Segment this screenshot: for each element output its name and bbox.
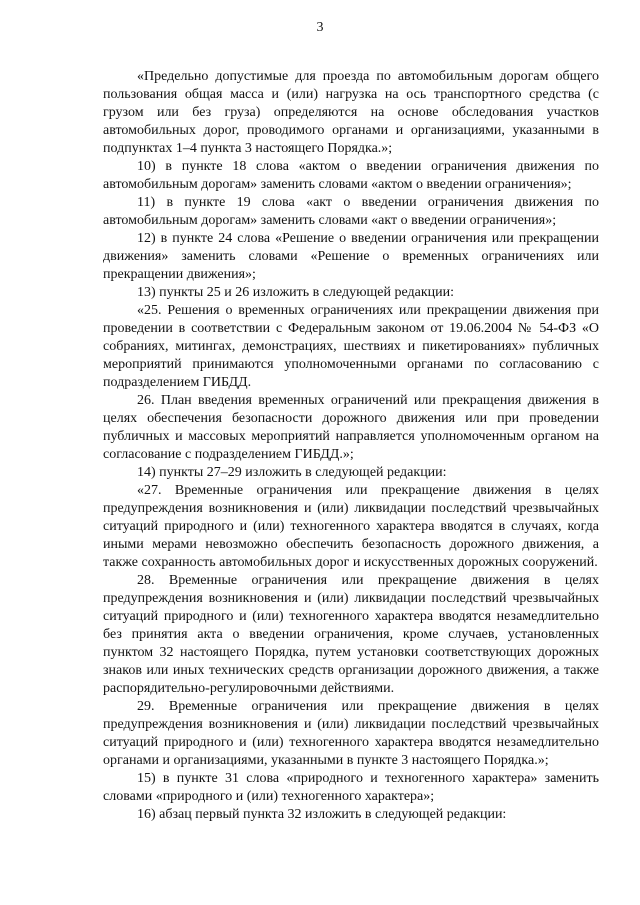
document-body [103, 68, 599, 824]
paragraph-3: 11) в пункте 19 слова «акт о введении ограничения движения по автомобильным дорогам» заменить словами «акт о введении ограничения»; [103, 195, 599, 228]
paragraph-5: 13) пункты 25 и 26 изложить в следующей редакции: [137, 285, 455, 300]
paragraph-9: «27. Временные ограничения или прекращение движения в целях предупреждения возникновения и (или) ликвидации последствий чрезвычайных ситуаций природного и (или) техногенного характера вводятся в случаях, когда иными мерами невозможно обеспечить безопасность дорожного движения, а также сохранность автомобильных дорог и искусственных дорожных сооружений. [103, 483, 599, 570]
paragraph-12: 15) в пункте 31 слова «природного и техногенного характера» заменить словами «природного и (или) техногенного характера»; [103, 771, 599, 804]
paragraph-2: 10) в пункте 18 слова «актом о введении ограничения движения по автомобильным дорогам» заменить словами «актом о введении ограничения»; [103, 159, 599, 192]
paragraph-1: «Предельно допустимые для проезда по автомобильным дорогам общего пользования общая масса и (или) нагрузка на ось транспортного средства (с грузом или без груза) определяются на основе обследования участков автомобильных дорог, проводимого органами и организациями, указанными в подпунктах 1–4 пункта 3 настоящего Порядка.»; [103, 69, 599, 156]
paragraph-7: 26. План введения временных ограничений или прекращения движения в целях обеспечения безопасности дорожного движения или при проведении публичных и массовых мероприятий направляется уполномоченным органом на согласование с подразделением ГИБДД.»; [103, 393, 599, 462]
paragraph-11: 29. Временные ограничения или прекращение движения в целях предупреждения возникновения и (или) ликвидации последствий чрезвычайных ситуаций природного и (или) техногенного характера вводятся незамедлительно органами и организациями, указанными в пункте 3 настоящего Порядка.»; [103, 699, 599, 768]
paragraph-13: 16) абзац первый пункта 32 изложить в следующей редакции: [137, 807, 507, 822]
paragraph-10: 28. Временные ограничения или прекращение движения в целях предупреждения возникновения и (или) ликвидации последствий чрезвычайных ситуаций природного и (или) техногенного характера вводятся незамедлительно без принятия акта о введении ограничения, кроме случаев, установленных пунктом 32 настоящего Порядка, путем установки соответствующих дорожных знаков или иных технических средств организации дорожного движения, а также распорядительно-регулировочными действиями. [103, 573, 599, 696]
paragraph-6: «25. Решения о временных ограничениях или прекращении движения при проведении в соответствии с Федеральным законом от 19.06.2004 № 54-ФЗ «О собраниях, митингах, демонстрациях, шествиях и пикетированиях» публичных мероприятий принимаются уполномоченными органами по согласованию с подразделением ГИБДД. [103, 303, 599, 390]
paragraph-4: 12) в пункте 24 слова «Решение о введении ограничения или прекращении движения» заменить словами «Решение о временных ограничениях или прекращении движения»; [103, 231, 599, 282]
paragraph-8: 14) пункты 27–29 изложить в следующей редакции: [137, 465, 447, 480]
page-number: 3 [316, 20, 324, 35]
